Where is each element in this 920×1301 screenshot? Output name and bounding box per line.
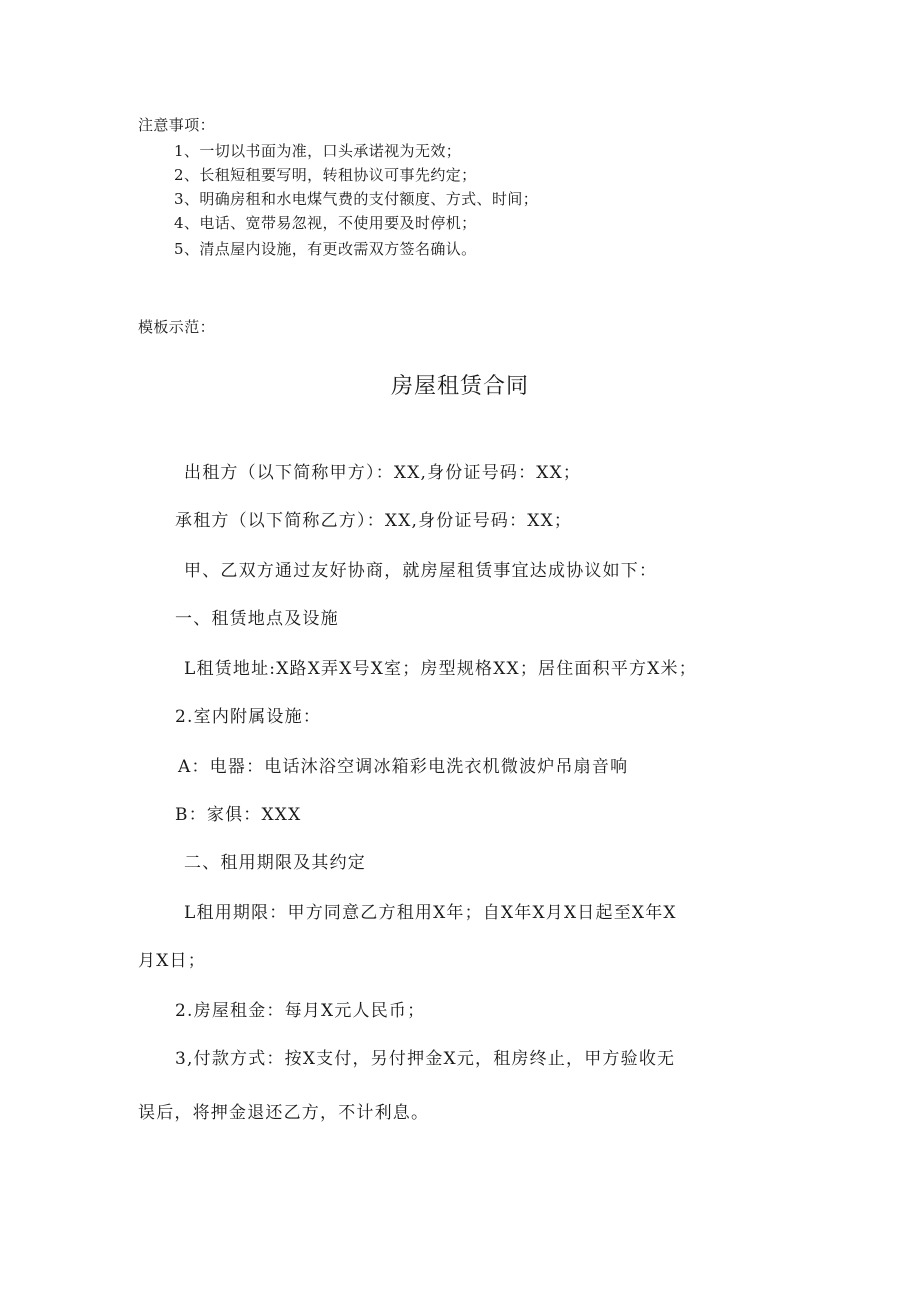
notice-item: 3、明确房租和水电煤气费的支付额度、方式、时间； [174, 190, 539, 208]
contract-line: 月X日； [138, 951, 206, 971]
notice-item: 5、清点屋内设施，有更改需双方签名确认。 [174, 240, 477, 258]
notice-item: 4、电话、宽带易忽视，不使用要及时停机； [174, 214, 477, 232]
contract-line: L租用期限：甲方同意乙方租用X年；自X年X月X日起至X年X [184, 903, 677, 923]
contract-line: 承租方（以下简称乙方）：XX,身份证号码：XX； [175, 511, 573, 531]
contract-line: A：电器：电话沐浴空调冰箱彩电洗衣机微波炉吊扇音响 [178, 757, 629, 777]
contract-title: 房屋租赁合同 [390, 374, 529, 399]
contract-line: 2.房屋租金：每月X元人民币； [175, 1001, 426, 1021]
contract-line: 3,付款方式：按X支付，另付押金X元，租房终止，甲方验收无 [175, 1049, 676, 1069]
contract-line: 误后，将押金退还乙方，不计利息。 [138, 1103, 430, 1123]
contract-line: 出租方（以下简称甲方）：XX,身份证号码：XX； [184, 463, 582, 483]
template-label: 模板示范： [138, 318, 216, 336]
section-heading: 二、租用期限及其约定 [184, 853, 366, 873]
contract-line: 2.室内附属设施： [175, 707, 322, 727]
contract-line: L租赁地址:X路X弄X号X室；房型规格XX；居住面积平方X米； [184, 659, 697, 679]
notice-item: 2、长租短租要写明，转租协议可事先约定； [174, 166, 477, 184]
contract-line: 甲、乙双方通过友好协商，就房屋租赁事宜达成协议如下： [184, 561, 658, 581]
notice-heading: 注意事项： [138, 116, 216, 134]
section-heading: 一、租赁地点及设施 [175, 609, 339, 629]
notice-item: 1、一切以书面为准，口头承诺视为无效； [174, 142, 462, 160]
contract-line: B：家俱：XXX [175, 805, 302, 825]
